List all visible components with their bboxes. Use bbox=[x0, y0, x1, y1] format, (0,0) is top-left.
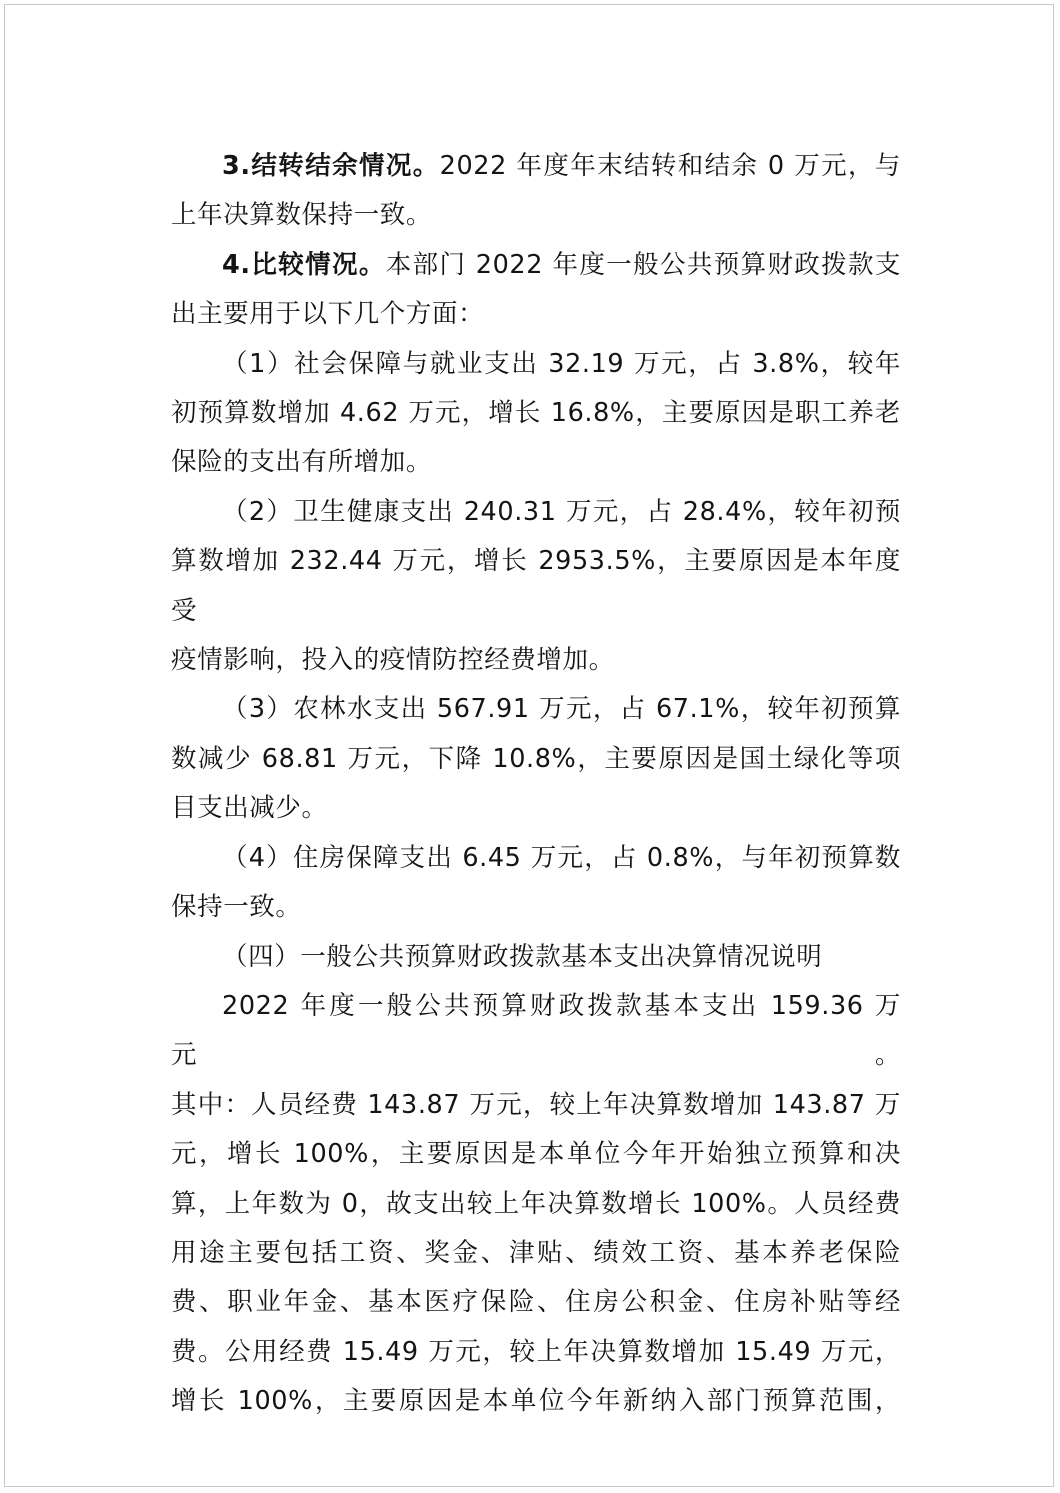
text-line: （3）农林水支出 567.91 万元，占 67.1%，较年初预算 bbox=[222, 694, 901, 725]
text-line: 用途主要包括工资、奖金、津贴、绩效工资、基本养老保险 bbox=[171, 1237, 901, 1268]
text-line: 其中：人员经费 143.87 万元，较上年决算数增加 143.87 万 bbox=[171, 1089, 901, 1120]
text-line: 保险的支出有所增加。 bbox=[171, 447, 433, 478]
text-line: 上年决算数保持一致。 bbox=[171, 200, 433, 231]
text-line: 保持一致。 bbox=[171, 892, 302, 923]
text-line: 3.结转结余情况。2022 年度年末结转和结余 0 万元，与 bbox=[222, 151, 901, 181]
section-heading: 3.结转结余情况。 bbox=[222, 151, 440, 181]
document-body bbox=[171, 142, 901, 1427]
text-line: 元，增长 100%，主要原因是本单位今年开始独立预算和决 bbox=[171, 1139, 901, 1170]
text-line: 数减少 68.81 万元，下降 10.8%，主要原因是国土绿化等项 bbox=[171, 743, 901, 774]
document-page bbox=[4, 4, 1054, 1487]
text-line: （1）社会保障与就业支出 32.19 万元，占 3.8%，较年 bbox=[222, 348, 901, 379]
text-line: 算，上年数为 0，故支出较上年决算数增长 100%。人员经费 bbox=[171, 1188, 901, 1219]
text-line: 4.比较情况。本部门 2022 年度一般公共预算财政拨款支 bbox=[222, 249, 901, 280]
text-line: 增长 100%，主要原因是本单位今年新纳入部门预算范围， bbox=[171, 1386, 901, 1417]
text-line: 目支出减少。 bbox=[171, 793, 328, 824]
text-line: 费。公用经费 15.49 万元，较上年决算数增加 15.49 万元， bbox=[171, 1336, 901, 1367]
text-line: 初预算数增加 4.62 万元，增长 16.8%，主要原因是职工养老 bbox=[171, 398, 901, 429]
text-line: 2022 年度一般公共预算财政拨款基本支出 159.36 万元。 bbox=[171, 990, 901, 1071]
section-title: （四）一般公共预算财政拨款基本支出决算情况说明 bbox=[222, 941, 823, 972]
text-line: 疫情影响，投入的疫情防控经费增加。 bbox=[171, 645, 615, 676]
text-line: 算数增加 232.44 万元，增长 2953.5%，主要原因是本年度受 bbox=[171, 546, 901, 626]
text-line: （4）住房保障支出 6.45 万元，占 0.8%，与年初预算数 bbox=[222, 842, 901, 873]
text-line: 出主要用于以下几个方面： bbox=[171, 299, 485, 330]
text-line: （2）卫生健康支出 240.31 万元，占 28.4%，较年初预 bbox=[222, 496, 901, 527]
section-heading: 4.比较情况。 bbox=[222, 249, 386, 280]
text-line: 费、职业年金、基本医疗保险、住房公积金、住房补贴等经 bbox=[171, 1287, 901, 1318]
